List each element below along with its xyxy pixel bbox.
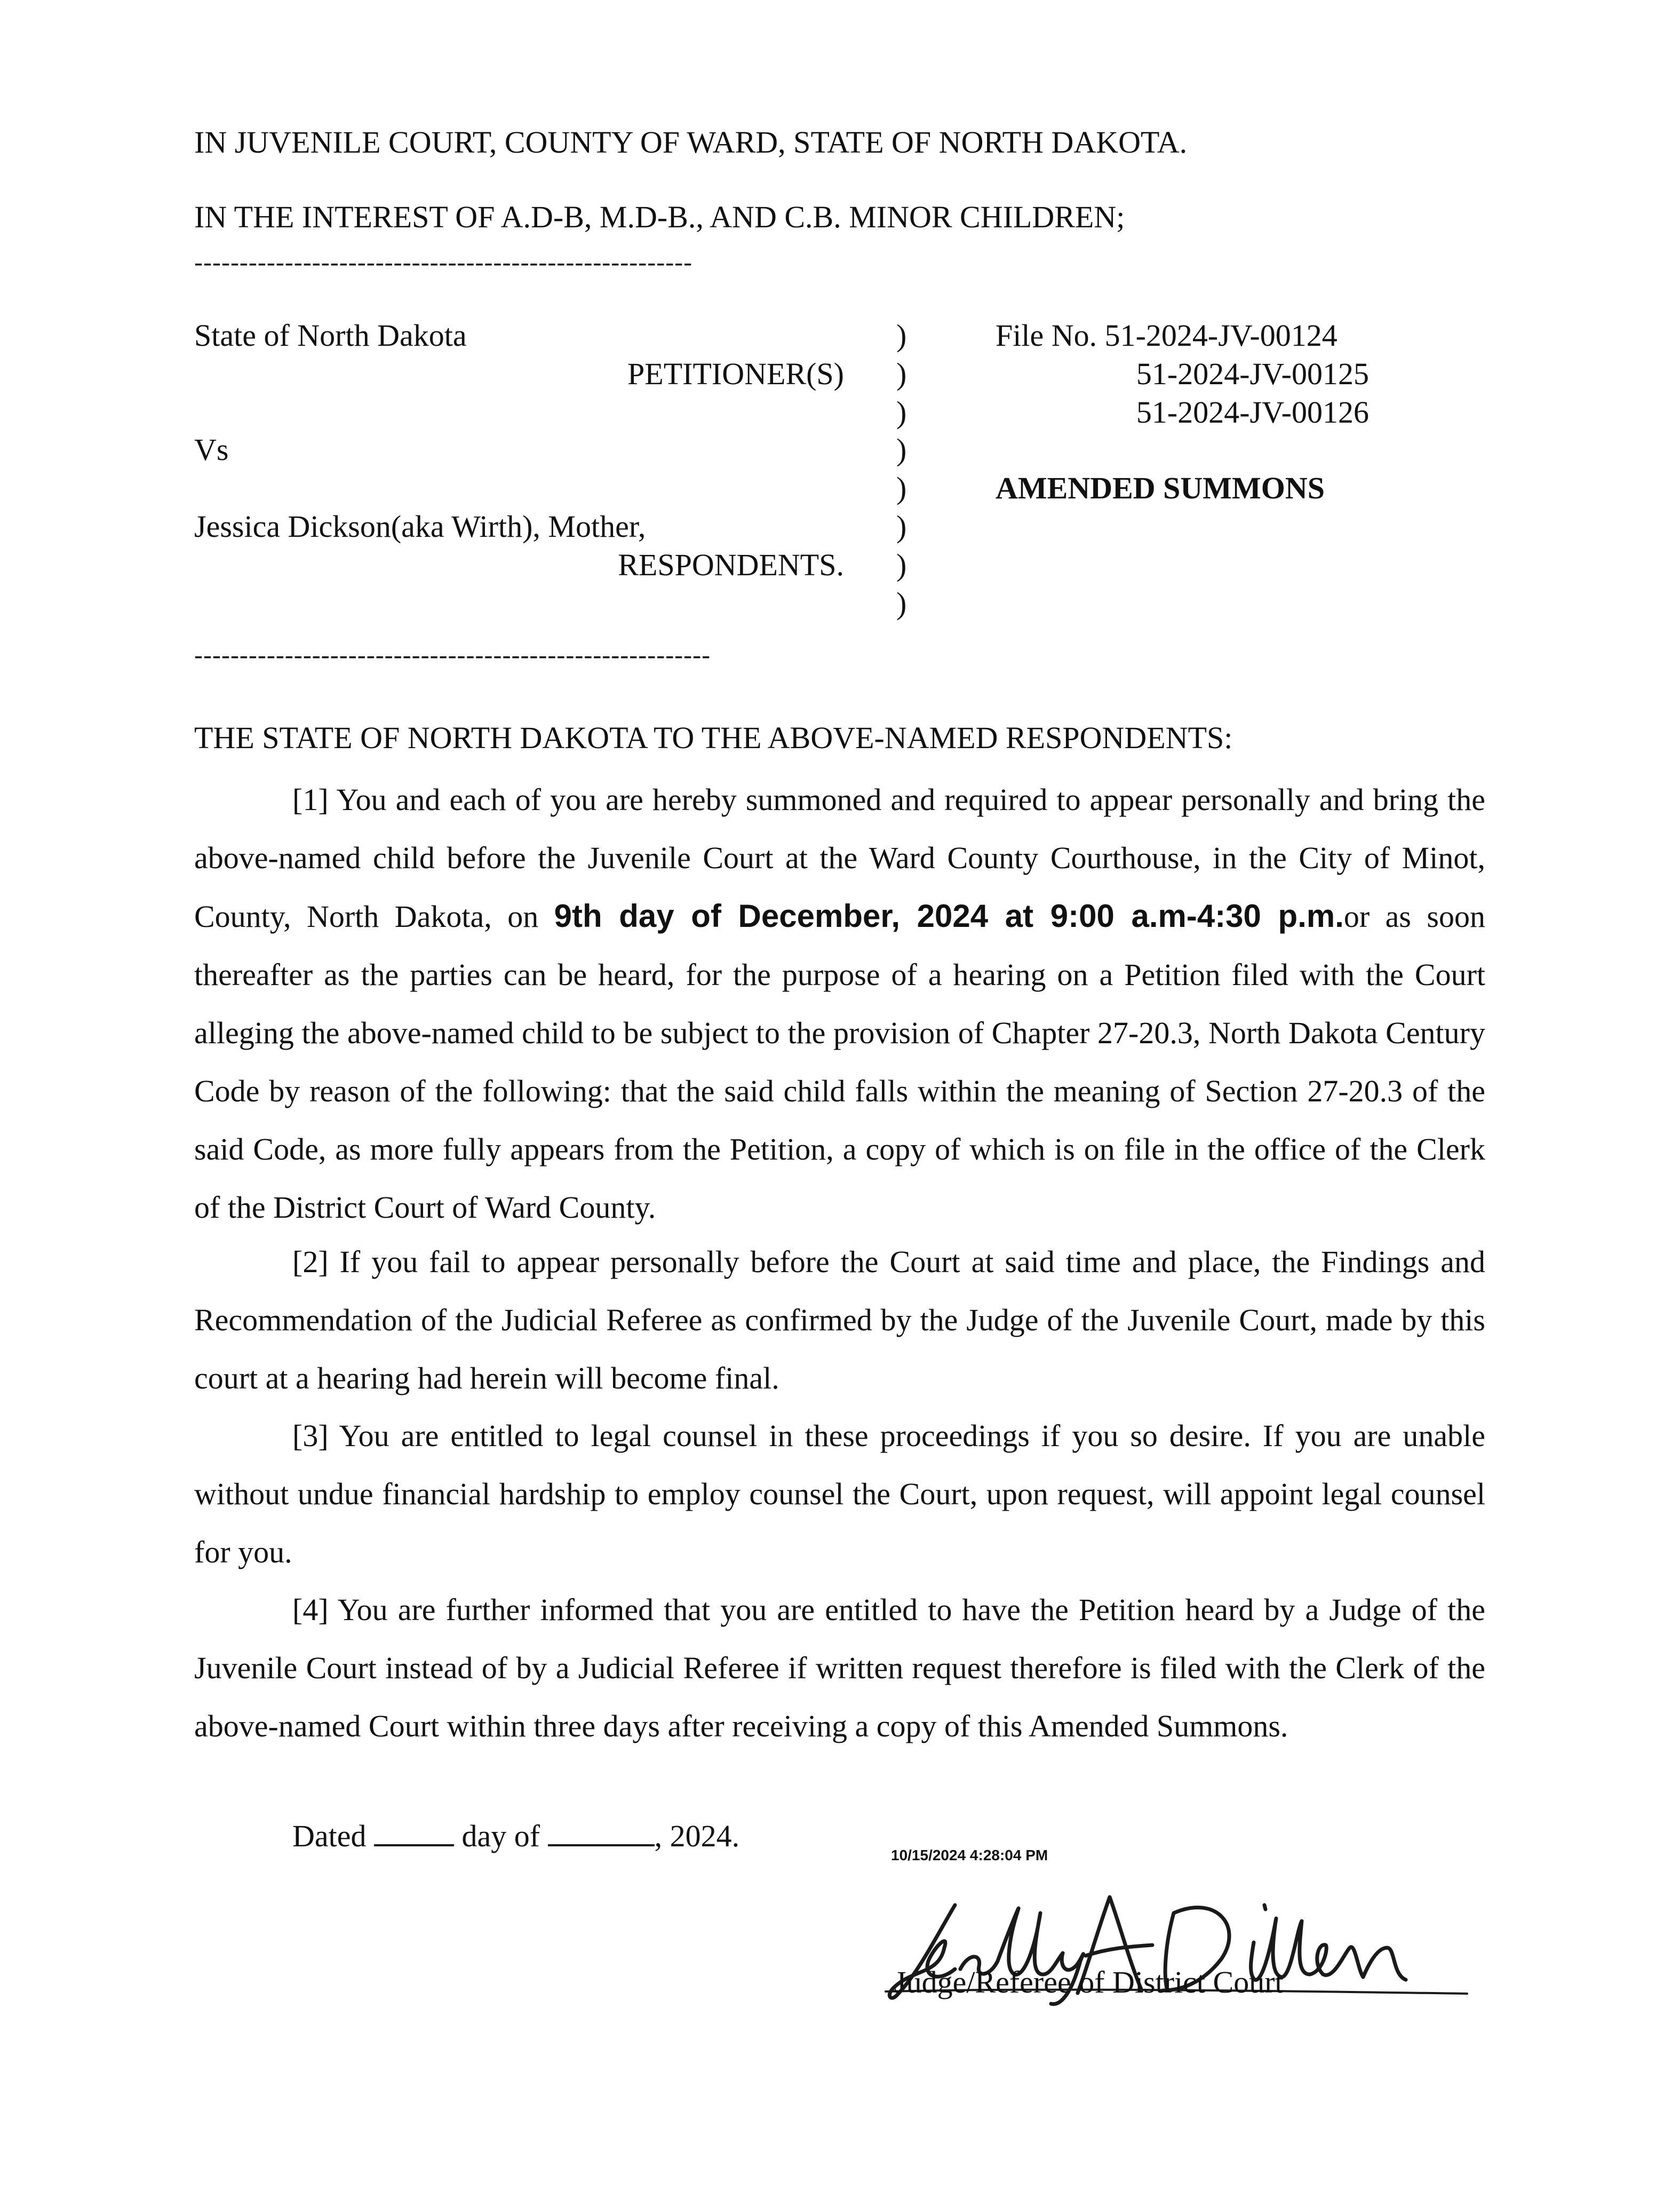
paragraph-1-end: or as soon thereafter as the parties can be heard, for the purpose of a hearing on a Petition filed with the Court alleging the above-named child to be subject to the provision of Chapter 27-20.3, North Dakota Century Code by reason of the following: that the said child falls within the meaning of Section 27-20.3 of the said Code, as more fully appears from the Petition, a copy of which is on file in the office of the Clerk of the District Court of Ward County. xyxy=(194,899,1485,1225)
caption-paren-7: ) xyxy=(896,548,907,582)
year-label: , 2024. xyxy=(654,1819,740,1853)
petitioner-role: PETITIONER(S) xyxy=(627,356,844,391)
dashed-divider-top: ------------------------------------------------------- xyxy=(194,250,693,275)
dated-label: Dated xyxy=(292,1819,367,1853)
petitioner-name: State of North Dakota xyxy=(194,318,467,353)
versus-label: Vs xyxy=(194,432,229,467)
file-number-2: 51-2024-JV-00125 xyxy=(1136,356,1369,391)
address-line: THE STATE OF NORTH DAKOTA TO THE ABOVE-NAMED RESPONDENTS: xyxy=(194,720,1233,755)
file-number-3: 51-2024-JV-00126 xyxy=(1136,395,1369,430)
respondent-role: RESPONDENTS. xyxy=(618,548,844,582)
caption-paren-8: ) xyxy=(896,586,907,621)
paragraph-4: [4] You are further informed that you are entitled to have the Petition heard by a Judge of the Juvenile Court instead of by a Judicial Referee if written request therefore is filed with the Clerk of the above-named Court within three days after receiving a copy of this Amended Summons. xyxy=(194,1592,1485,1743)
court-heading: IN JUVENILE COURT, COUNTY OF WARD, STATE OF NORTH DAKOTA. xyxy=(194,125,1188,160)
signer-title: Judge/Referee of District Court xyxy=(894,1965,1284,1999)
respondent-name: Jessica Dickson(aka Wirth), Mother, xyxy=(194,509,646,544)
dated-line xyxy=(292,1818,739,1855)
paragraph-1 xyxy=(194,771,1485,1236)
caption-paren-2: ) xyxy=(896,356,907,391)
document-title: AMENDED SUMMONS xyxy=(996,471,1325,505)
file-number-1: File No. 51-2024-JV-00124 xyxy=(996,318,1337,353)
paragraph-3: [3] You are entitled to legal counsel in these proceedings if you so desire. If you are unable without undue financial hardship to employ counsel the Court, upon request, will appoint legal counsel for you. xyxy=(194,1418,1485,1569)
e-signature-timestamp: 10/15/2024 4:28:04 PM xyxy=(891,1847,1048,1863)
month-blank xyxy=(548,1844,655,1846)
caption-paren-3: ) xyxy=(896,395,907,430)
paragraph-2: [2] If you fail to appear personally before the Court at said time and place, the Findings and Recommendation of the Judicial Referee as confirmed by the Judge of the Juvenile Court, made by this court at a hearing had herein will become final. xyxy=(194,1244,1485,1395)
interest-heading: IN THE INTEREST OF A.D-B, M.D-B., AND C.B. MINOR CHILDREN; xyxy=(194,200,1125,234)
caption-paren-6: ) xyxy=(896,509,907,544)
caption-paren-5: ) xyxy=(896,471,907,505)
day-blank xyxy=(374,1844,454,1846)
dashed-divider-bottom: --------------------------------------------------------- xyxy=(194,642,711,668)
caption-paren-1: ) xyxy=(896,318,907,353)
caption-paren-4: ) xyxy=(896,432,907,467)
paragraph-1-start: [1] You and each of you are hereby summoned and required to appear personally and bring the above-named child before the Juvenile Court at the Ward County Courthouse, in the City of Minot, County, North Dakota, on xyxy=(194,782,1485,934)
day-of-label: day of xyxy=(461,1819,540,1853)
hearing-date: 9th day of December, 2024 at 9:00 a.m-4:30 p.m. xyxy=(554,898,1344,934)
